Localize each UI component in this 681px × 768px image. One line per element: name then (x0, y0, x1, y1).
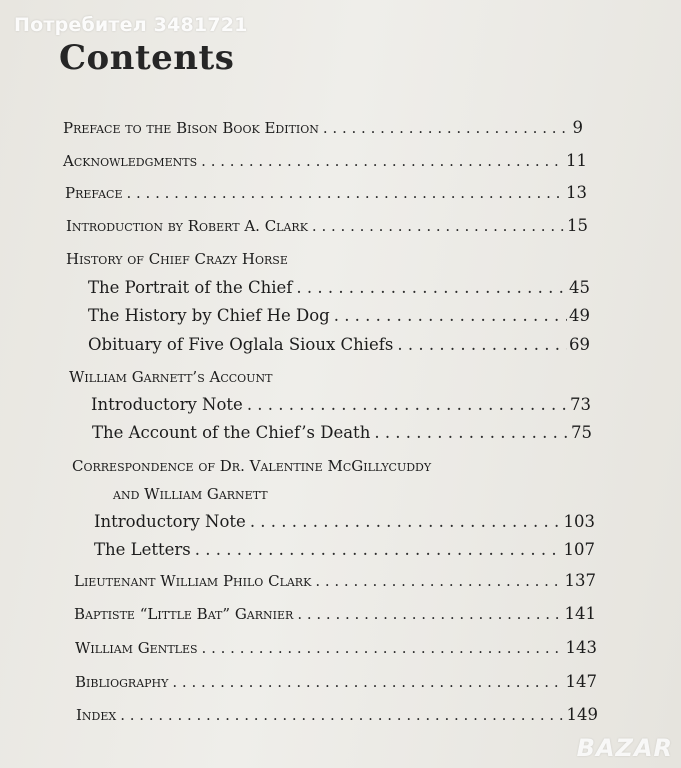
toc-entry-label: Baptiste “Little Bat” Garnier (74, 605, 294, 623)
leader-dots (374, 423, 569, 442)
leader-dots (195, 540, 562, 559)
toc-entry-page: 15 (567, 216, 588, 235)
toc-section-heading (113, 485, 593, 507)
leader-dots (312, 217, 565, 235)
toc-entry (75, 638, 597, 660)
toc-entry-label: Preface to the Bison Book Edition (63, 119, 319, 137)
toc-section-heading (66, 250, 586, 272)
toc-entry-label: The Account of the Chief’s Death (92, 423, 371, 442)
toc-entry-page: 49 (569, 306, 590, 325)
toc-entry-label: The Letters (94, 540, 191, 559)
toc-entry (74, 604, 596, 626)
toc-entry-page: 73 (570, 395, 591, 414)
toc-entry-page: 13 (566, 183, 587, 202)
toc-section-heading (72, 457, 592, 479)
toc-entry (65, 183, 587, 205)
toc-entry-label: Lieutenant William Philo Clark (74, 572, 312, 590)
brand-logo: BAZAR (576, 734, 673, 762)
toc-entry (76, 705, 598, 727)
leader-dots (201, 152, 564, 170)
toc-entry (94, 512, 595, 534)
toc-section-heading (69, 368, 589, 390)
toc-entry (75, 672, 597, 694)
leader-dots (202, 639, 564, 657)
toc-entry-label: Preface (65, 184, 123, 202)
toc-entry (74, 571, 596, 593)
leader-dots (297, 605, 562, 623)
toc-entry-label: The Portrait of the Chief (88, 278, 293, 297)
leader-dots (172, 673, 563, 691)
toc-entry-page: 107 (563, 540, 595, 559)
toc-entry-page: 75 (571, 423, 592, 442)
leader-dots (120, 706, 564, 724)
toc-entry-page: 147 (565, 672, 597, 691)
toc-entry-label: Introductory Note (94, 512, 246, 531)
leader-dots (334, 306, 567, 325)
toc-entry-page: 149 (566, 705, 598, 724)
toc-entry (88, 306, 590, 328)
toc-entry-label: William Garnett’s Account (69, 368, 273, 386)
toc-entry-page: 103 (563, 512, 595, 531)
toc-entry-label: Obituary of Five Oglala Sioux Chiefs (88, 335, 394, 354)
leader-dots (250, 512, 562, 531)
toc-entry-page: 143 (565, 638, 597, 657)
toc-entry-label: The History by Chief He Dog (88, 306, 330, 325)
toc-entry (63, 151, 587, 173)
toc-entry (91, 395, 591, 417)
toc-entry (88, 278, 590, 300)
toc-entry-page: 11 (566, 151, 587, 170)
leader-dots (397, 335, 567, 354)
toc-entry-page: 9 (572, 118, 583, 137)
toc-entry-label: Introductory Note (91, 395, 243, 414)
toc-entry-label: History of Chief Crazy Horse (66, 250, 288, 268)
leader-dots (296, 278, 567, 297)
leader-dots (315, 572, 562, 590)
toc-entry-label: William Gentles (75, 639, 198, 657)
toc-entry (63, 118, 583, 140)
leader-dots (247, 395, 568, 414)
toc-entry-label: and William Garnett (113, 485, 268, 503)
toc-entry-page: 69 (569, 335, 590, 354)
toc-entry-label: Index (76, 706, 117, 724)
toc-entry-page: 141 (564, 604, 596, 623)
toc-entry (92, 423, 592, 445)
toc-entry-page: 137 (564, 571, 596, 590)
leader-dots (323, 119, 571, 137)
toc-entry (66, 216, 588, 238)
toc-entry-label: Bibliography (75, 673, 169, 691)
toc-entry (94, 540, 595, 562)
watermark-username: Потребител 3481721 (14, 14, 248, 36)
toc-entry-label: Introduction by Robert A. Clark (66, 217, 308, 235)
page-title: Contents (59, 38, 235, 78)
leader-dots (126, 184, 564, 202)
toc-entry-page: 45 (569, 278, 590, 297)
toc-entry (88, 335, 590, 357)
toc-entry-label: Acknowledgments (63, 152, 198, 170)
toc-entry-label: Correspondence of Dr. Valentine McGillycuddy (72, 457, 432, 475)
